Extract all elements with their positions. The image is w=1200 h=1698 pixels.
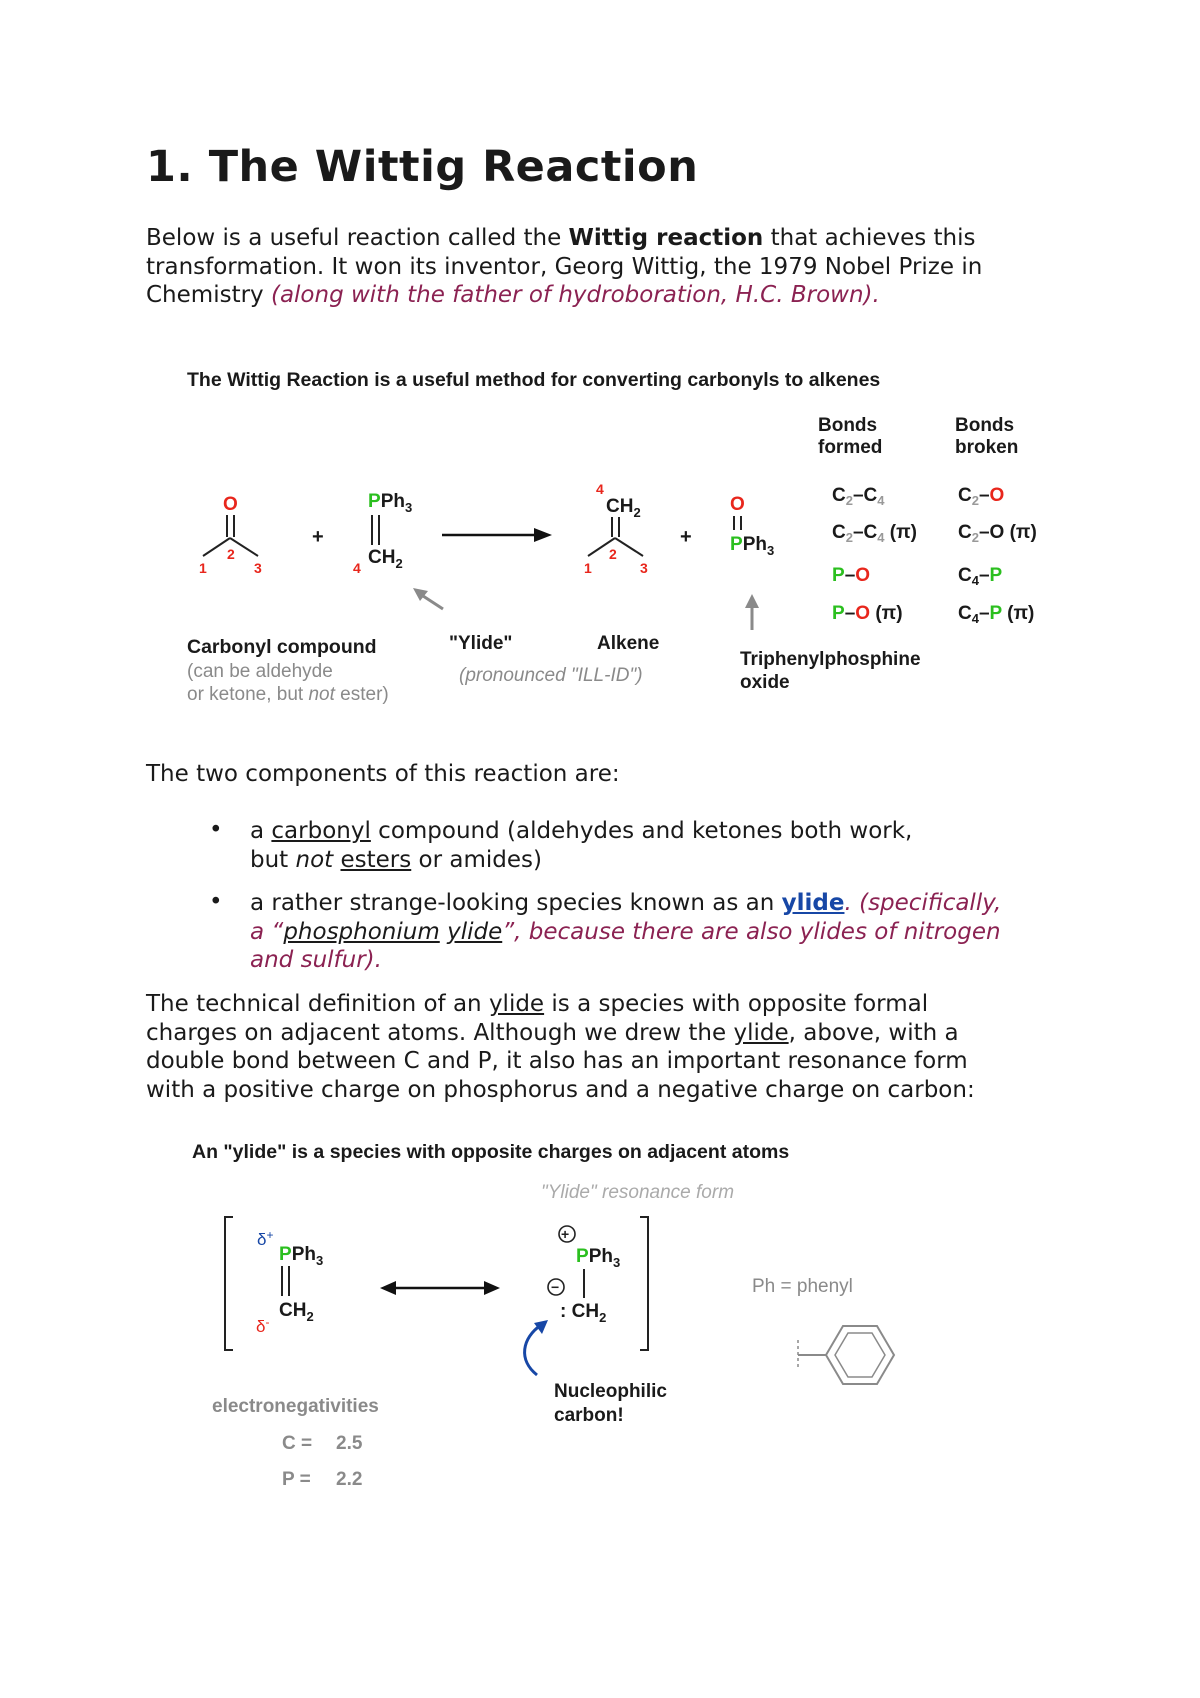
components-intro: The two components of this reaction are: xyxy=(146,761,620,787)
nucleophilic-label: Nucleophilic xyxy=(554,1381,667,1402)
svg-text:2: 2 xyxy=(609,546,617,562)
intro-text: transformation. It won its inventor, Georg Wittig, the 1979 Nobel Prize in xyxy=(146,253,983,280)
tppo-label: oxide xyxy=(740,672,790,693)
carbonyl-note: or ketone, but not ester) xyxy=(187,684,389,705)
alkene-structure xyxy=(584,481,648,576)
svg-text:3: 3 xyxy=(640,560,648,576)
figure-title: The Wittig Reaction is a useful method for converting carbonyls to alkenes xyxy=(187,369,881,391)
bonds-table xyxy=(818,415,1037,626)
phenyl-ring-icon xyxy=(798,1326,894,1384)
carbon-electronegativity-label: C = xyxy=(282,1433,313,1454)
intro-aside: (along with the father of hydroboration, H.C. Brown). xyxy=(270,282,880,308)
ylide-link[interactable]: ylide xyxy=(781,890,845,916)
svg-text:1: 1 xyxy=(584,560,592,576)
svg-text:PPh3: PPh$_3$ xyxy=(576,1246,621,1270)
svg-text:: CH2: : $CH_2$ xyxy=(560,1301,607,1325)
phosphonium-link[interactable]: phosphonium xyxy=(283,918,440,945)
carbon-electronegativity-value: 2.5 xyxy=(336,1433,363,1454)
phosphorus-electronegativity-label: P = xyxy=(282,1469,311,1490)
carbonyl-link[interactable]: carbonyl xyxy=(271,818,371,844)
svg-text:CH2: $CH_2$ xyxy=(606,496,641,520)
tppo-structure xyxy=(730,494,774,630)
figure-title: An "ylide" is a species with opposite charges on adjacent atoms xyxy=(192,1141,790,1163)
svg-text:PPh3: PPh$_3$ xyxy=(368,491,413,515)
svg-text:PPh3: PPh$_3$ xyxy=(730,534,775,558)
ylide-link-2[interactable]: ylide xyxy=(447,918,503,945)
page-title: 1. The Wittig Reaction xyxy=(146,142,699,192)
resonance-label: "Ylide" resonance form xyxy=(541,1182,735,1203)
svg-text:−: − xyxy=(551,1279,560,1295)
svg-text:δ-: δ- xyxy=(256,1315,270,1336)
nucleophilic-label: carbon! xyxy=(554,1405,624,1426)
svg-text:C2–C4: $C_2-C_4$ xyxy=(832,485,885,508)
alkene-label: Alkene xyxy=(597,633,660,654)
bullet-marker: • xyxy=(209,889,223,915)
svg-text:broken: broken xyxy=(955,437,1019,458)
carbonyl-label: Carbonyl compound xyxy=(187,636,377,658)
intro-text: that achieves this xyxy=(763,225,976,251)
carbonyl-structure xyxy=(199,494,262,576)
reaction-arrow xyxy=(442,528,552,542)
ylide-resonance-figure xyxy=(0,1120,1200,1520)
bullet-ylide: a rather strange-looking species known as an ylide. (specifically, a “phosphonium ylide”, because there are also ylides of nitrogen and sulfur). xyxy=(250,890,1002,973)
ylide-right-form xyxy=(525,1217,648,1375)
ylide-label: "Ylide" xyxy=(449,633,513,654)
svg-text:+: + xyxy=(561,1226,570,1242)
bullet-carbonyl: a carbonyl compound (aldehydes and ketones both work, but not esters or amides) xyxy=(250,818,913,873)
phenyl-definition: Ph = phenyl xyxy=(752,1276,853,1297)
resonance-arrow xyxy=(380,1281,500,1295)
esters-link[interactable]: esters xyxy=(340,846,412,873)
svg-text:P–O (π): P–O (π) xyxy=(832,603,903,624)
svg-text:δ+: δ+ xyxy=(257,1228,274,1249)
svg-text:3: 3 xyxy=(254,560,262,576)
wittig-reaction-term: Wittig reaction xyxy=(568,225,764,251)
plus-sign: + xyxy=(312,526,324,548)
svg-text:P–O: P–O xyxy=(832,565,871,586)
svg-text:Bonds: Bonds xyxy=(955,415,1015,436)
svg-text:O: O xyxy=(730,494,745,515)
intro-text: Below is a useful reaction called the xyxy=(146,225,569,251)
svg-text:O: O xyxy=(223,494,238,515)
bullet-marker: • xyxy=(209,817,223,843)
ylide-term[interactable]: ylide xyxy=(733,1019,789,1046)
svg-text:C4–P (π): $C_4-P$ (π) xyxy=(958,603,1035,626)
svg-text:CH2: $CH_2$ xyxy=(279,1300,314,1324)
svg-text:PPh3: PPh$_3$ xyxy=(279,1244,324,1268)
tppo-label: Triphenylphosphine xyxy=(740,649,921,670)
intro-paragraph xyxy=(146,224,982,310)
ylide-structure xyxy=(353,491,443,609)
svg-text:C2–C4 (π): $C_2-C_4$ (π) xyxy=(832,522,917,545)
svg-text:C4–P: $C_4-P$ xyxy=(958,565,1003,588)
ylide-left-form xyxy=(225,1217,323,1350)
intro-text: Chemistry xyxy=(146,282,271,308)
svg-text:2: 2 xyxy=(227,546,235,562)
wittig-reaction-figure xyxy=(0,350,1200,710)
svg-text:4: 4 xyxy=(596,481,604,497)
svg-text:formed: formed xyxy=(818,437,883,458)
phosphorus-electronegativity-value: 2.2 xyxy=(336,1469,363,1490)
definition-paragraph: The technical definition of an ylide is a species with opposite formal charges on adjacent atoms. Although we drew the ylide, above, with a double bond between C and P, it also has an important resonance form with a positive charge on phosphorus and a negative charge on carbon: xyxy=(146,991,975,1103)
electronegativity-label: electronegativities xyxy=(212,1396,379,1417)
svg-text:C2–O: $C_2-O$ xyxy=(958,485,1005,508)
ylide-pronunciation: (pronounced "ILL-ID") xyxy=(459,665,643,686)
plus-sign: + xyxy=(680,526,692,548)
ylide-term[interactable]: ylide xyxy=(488,991,545,1017)
svg-text:Bonds: Bonds xyxy=(818,415,878,436)
carbonyl-note: (can be aldehyde xyxy=(187,661,333,682)
svg-text:1: 1 xyxy=(199,560,207,576)
svg-text:C2–O (π): $C_2-O$ (π) xyxy=(958,522,1037,545)
svg-text:CH2: $CH_2$ xyxy=(368,547,403,571)
svg-text:4: 4 xyxy=(353,560,361,576)
